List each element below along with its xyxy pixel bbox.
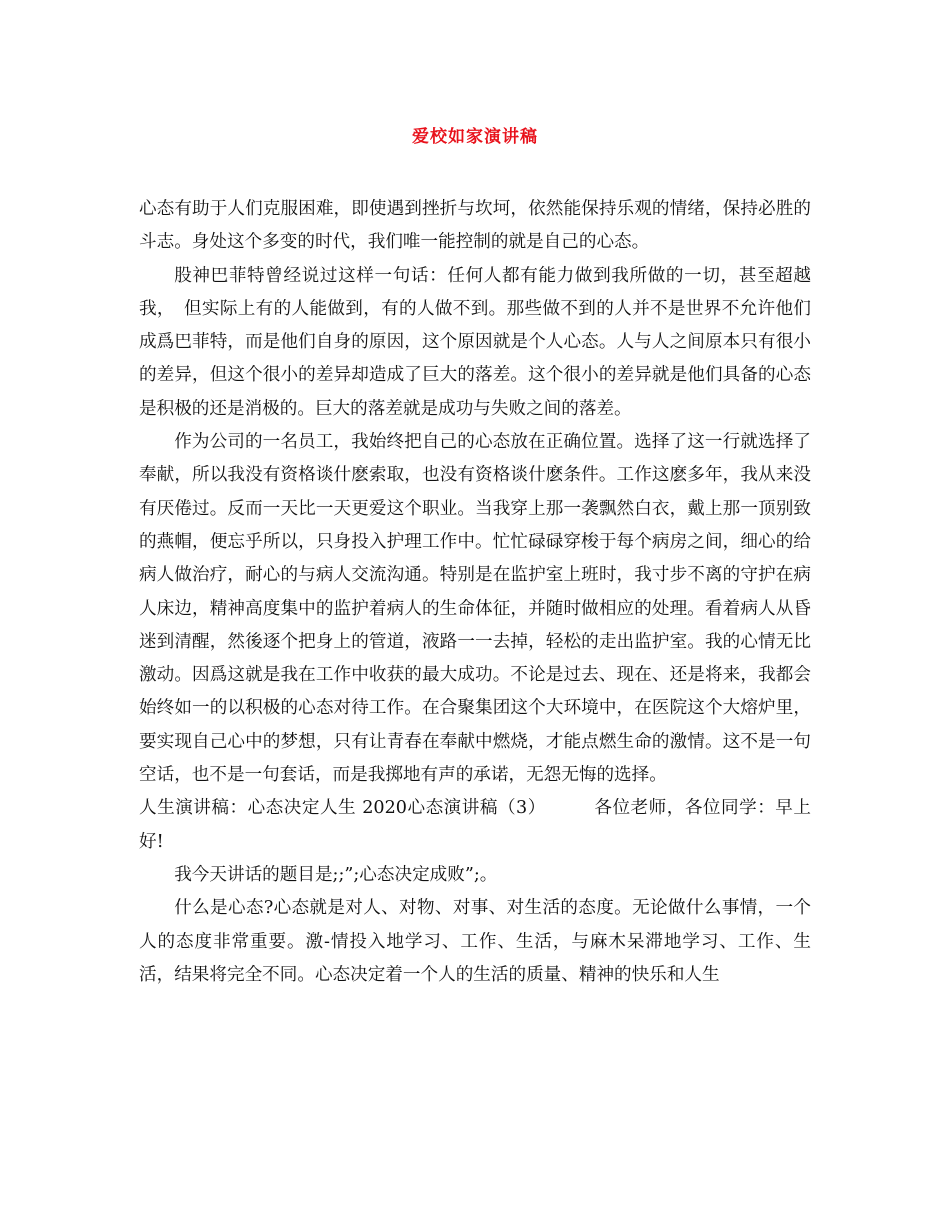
paragraph-1: 心态有助于人们克服困难，即使遇到挫折与坎坷，依然能保持乐观的情绪，保持必胜的斗志。身处这个多变的时代，我们唯一能控制的就是自己的心态。 [139,199,811,253]
paragraph-4: 我今天讲话的题目是;;”;心态决定成败”;。 [174,864,498,885]
paragraph-3: 作为公司的一名员工，我始终把自己的心态放在正确位置。选择了这一行就选择了奉献，所以我没有资格谈什麽索取，也没有资格谈什麽条件。工作这麽多年，我从来没有厌倦过。反而一天比一天更爱这个职业。当我穿上那一袭飘然白衣，戴上那一顶别致的燕帽，便忘乎所以，只身投入护理工作中。忙忙碌碌穿梭于每个病房之间，细心的给病人做治疗，耐心的与病人交流沟通。特别是在监护室上班时，我寸步不离的守护在病人床边，精神高度集中的监护着病人的生命体征，并随时做相应的处理。看着病人从昏迷到清醒，然後逐个把身上的管道，液路一一去掉，轻松的走出监护室。我的心情无比激动。因爲这就是我在工作中收获的最大成功。不论是过去、现在、还是将来，我都会始终如一的以积极的心态对待工作。在合聚集团这个大环境中，在医院这个大熔炉里，要实现自己心中的梦想，只有让青春在奉献中燃烧，才能点燃生命的激情。这不是一句空话，也不是一句套话，而是我掷地有声的承诺，无怨无悔的选择。 [139,432,811,786]
document-title: 爱校如家演讲稿 [412,127,538,147]
speech-greeting: 各位老师，各位同学：早上好! [139,798,811,852]
speech-heading-title: 人生演讲稿：心态决定人生 2020心态演讲稿（3） [139,798,546,819]
paragraph-5: 什么是心态?心态就是对人、对物、对事、对生活的态度。无论做什么事情，一个人的态度非常重要。激-情投入地学习、工作、生活，与麻木呆滞地学习、工作、生活，结果将完全不同。心态决定着一个人的生活的质量、精神的快乐和人生 [139,898,811,985]
speech-heading-line [139,792,811,859]
paragraph-2: 股神巴菲特曾经说过这样一句话：任何人都有能力做到我所做的一切，甚至超越我， 但实际上有的人能做到，有的人做不到。那些做不到的人并不是世界不允许他们成爲巴菲特，而是他们自身的原因，这个原因就是个人心态。人与人之间原本只有很小的差异，但这个很小的差异却造成了巨大的落差。这个很小的差异就是他们具备的心态是积极的还是消极的。巨大的落差就是成功与失败之间的落差。 [139,265,811,419]
document-body [139,193,811,992]
